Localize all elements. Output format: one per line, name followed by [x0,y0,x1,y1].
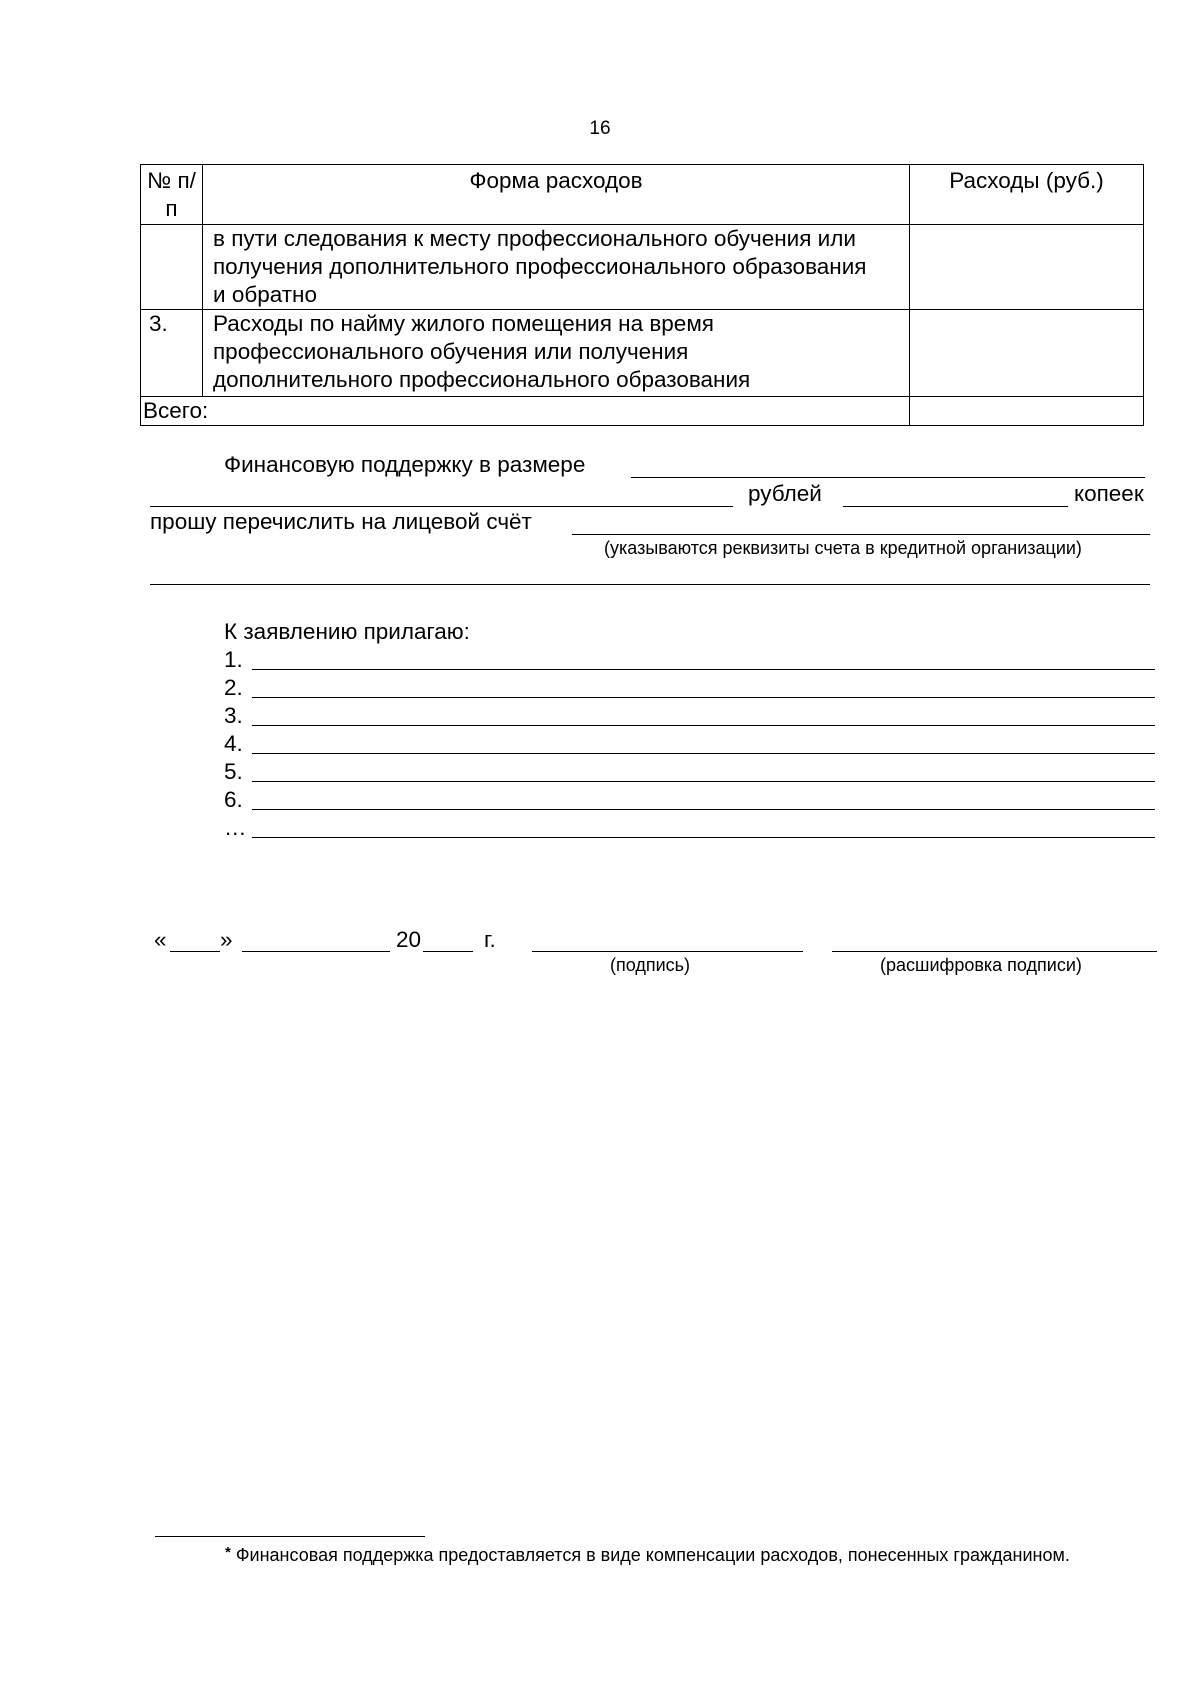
row-number: 3. [141,310,203,397]
support-amount-label: Финансовую поддержку в размере [224,452,586,477]
row-text: Расходы по найму жилого помещения на время профессионального обучения или получения дополнительного профессионального образования [203,310,910,397]
table-row [141,310,1144,397]
attachment-line[interactable] [252,809,1155,810]
attachment-number: 1. [224,647,243,672]
footnote-mark: * [225,1544,231,1561]
expenses-table [140,164,1144,426]
row-number [141,225,203,310]
header-expense-amount: Расходы (руб.) [910,165,1144,225]
row-text: в пути следования к месту профессионального обучения или получения дополнительного профессионального образования и обратно [203,225,910,310]
transfer-label: прошу перечислить на лицевой счёт [150,509,532,534]
attachment-number: 5. [224,759,243,784]
quote-close: » [220,927,233,952]
attachment-line[interactable] [252,669,1155,670]
day-line[interactable] [170,951,220,952]
total-amount[interactable] [910,397,1144,426]
year-suffix: г. [484,927,496,952]
kopecks-label: копеек [1074,481,1144,506]
total-label: Всего: [141,397,910,426]
attachment-number: 2. [224,675,243,700]
attachment-number: 4. [224,731,243,756]
month-line[interactable] [242,951,390,952]
attachment-line[interactable] [252,781,1155,782]
attachment-number: 6. [224,787,243,812]
account-line-2[interactable] [150,584,1150,585]
page-number: 16 [589,118,611,139]
amount-line[interactable] [631,477,1145,478]
footnote-separator [155,1536,425,1537]
account-line[interactable] [572,534,1150,535]
table-row [141,225,1144,310]
decoding-caption: (расшифровка подписи) [880,955,1082,975]
row-amount[interactable] [910,225,1144,310]
table-header-row [141,165,1144,225]
attachment-number: 3. [224,703,243,728]
row-amount[interactable] [910,310,1144,397]
footnote-text: Финансовая поддержка предоставляется в виде компенсации расходов, понесенных гражданином. [235,1545,1070,1565]
kopecks-line[interactable] [843,506,1068,507]
attachments-title: К заявлению прилагаю: [224,619,470,644]
quote-open: « [154,927,167,952]
attachment-line[interactable] [252,837,1155,838]
rubles-line[interactable] [150,506,733,507]
attachment-line[interactable] [252,697,1155,698]
signature-caption: (подпись) [610,955,691,975]
signature-line[interactable] [532,951,803,952]
table-total-row [141,397,1144,426]
header-expense-form: Форма расходов [203,165,910,225]
footnote [155,1540,1160,1568]
attachment-line[interactable] [252,753,1155,754]
year-prefix: 20 [396,927,422,952]
attachment-number: … [224,815,247,840]
header-number: № п/п [141,165,203,225]
decoding-line[interactable] [832,951,1157,952]
year-line[interactable] [423,951,473,952]
attachment-line[interactable] [252,725,1155,726]
account-hint: (указываются реквизиты счета в кредитной организации) [604,538,1082,558]
rubles-label: рублей [748,481,822,506]
